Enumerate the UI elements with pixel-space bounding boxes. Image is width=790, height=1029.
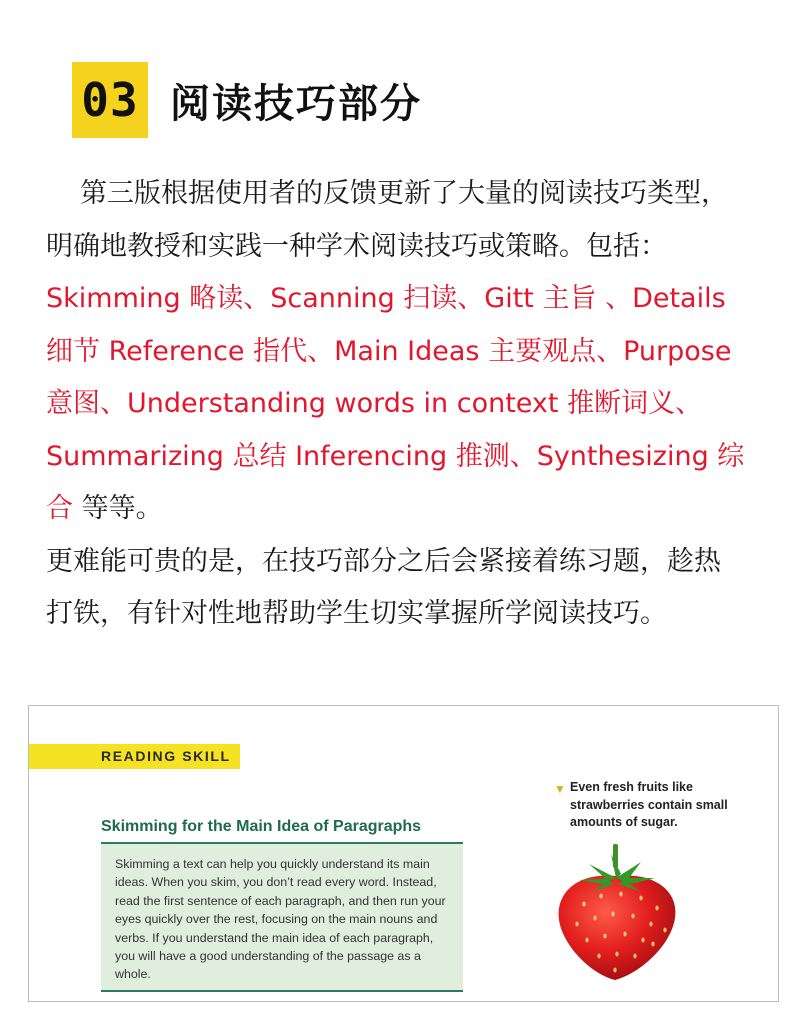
paragraph-skills [46,168,746,536]
skill-explanation-box: Skimming a text can help you quickly understand its main ideas. When you skim, you don’t read every word. Instead, read the first sentence of each paragraph, and then run your eyes quickly over the rest, focusing on the main nouns and verbs. If you understand the main idea of each paragraph, you will have a good understanding of the passage as a whole. [101,844,463,992]
caption-text: Even fresh fruits like strawberries contain small amounts of sugar. [570,780,728,829]
section-title: 阅读技巧部分 [170,80,422,127]
photo-caption [554,779,760,832]
paragraph-intro: 第三版根据使用者的反馈更新了大量的阅读技巧类型，明确地教授和实践一种学术阅读技巧或策略。包括： [46,178,728,262]
reading-skill-tag: READING SKILL [29,744,240,769]
skill-heading: Skimming for the Main Idea of Paragraphs [101,818,463,844]
body-text [46,168,746,641]
strawberry-image [549,834,684,984]
chevron-down-icon: ▼ [554,782,566,796]
paragraph-etc: 等等。 [73,493,163,524]
section-header [72,62,422,138]
section-number: 03 [72,62,148,138]
paragraph-practice: 更难能可贵的是，在技巧部分之后会紧接着练习题，趁热打铁，有针对性地帮助学生切实掌握所学阅读技巧。 [46,545,721,629]
skill-list-highlight: Skimming 略读、Scanning 扫读、Gitt 主旨 、Details 细节 Reference 指代、Main Ideas 主要观点、Purpose 意图、Understanding words in context 推断词义、Summarizing 总结 Inferencing 推测、Synthesizing 综合 [46,283,745,524]
textbook-sample-image [28,705,779,1002]
